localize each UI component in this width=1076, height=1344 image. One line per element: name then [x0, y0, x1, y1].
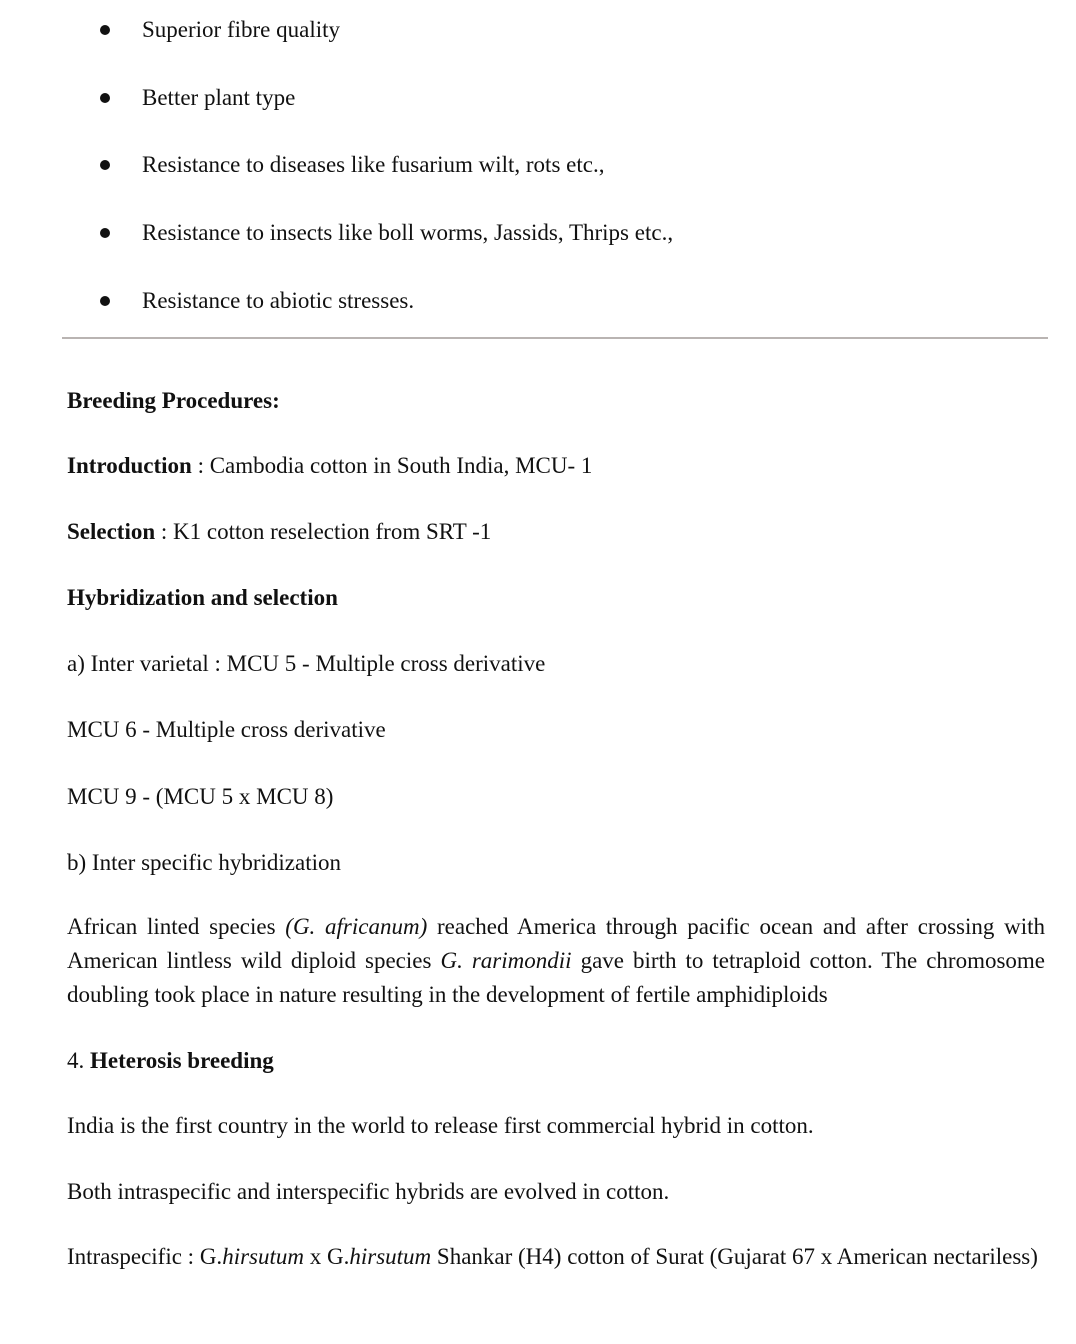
heterosis-heading [67, 1046, 274, 1076]
breeding-procedures-heading: Breeding Procedures: [67, 388, 280, 413]
inter-specific-line: b) Inter specific hybridization [67, 850, 341, 875]
bullet-text: Resistance to diseases like fusarium wilt, rots etc., [142, 152, 605, 177]
bullet-icon [100, 228, 110, 238]
species-name: hirsutum [222, 1244, 304, 1269]
bullet-icon [100, 296, 110, 306]
bullet-icon [100, 93, 110, 103]
heterosis-label: Heterosis breeding [90, 1048, 274, 1073]
heterosis-number: 4. [67, 1048, 90, 1073]
intraspecific-paragraph [67, 1240, 1045, 1274]
mcu6-line: MCU 6 - Multiple cross derivative [67, 717, 386, 742]
india-first-line: India is the first country in the world to release first commercial hybrid in cotton. [67, 1113, 814, 1138]
hybridization-heading: Hybridization and selection [67, 585, 338, 610]
african-species-paragraph [67, 910, 1045, 1012]
species-name: hirsutum [349, 1244, 432, 1269]
bullet-icon [100, 160, 110, 170]
introduction-label: Introduction [67, 453, 192, 478]
paragraph-text: African linted species [67, 914, 286, 939]
inter-varietal-line: a) Inter varietal : MCU 5 - Multiple cross derivative [67, 651, 546, 676]
bullet-icon [100, 25, 110, 35]
paragraph-text: Shankar (H4) cotton of Surat (Gujarat 67 x American nectariless) [431, 1244, 1038, 1269]
paragraph-text: gave birth to tetraploid cotton. The chromosome doubling took place in nature resulting in the development of fertile amphidiploids [67, 948, 1046, 1007]
introduction-separator: : [191, 453, 210, 478]
species-name: G. rarimondii [440, 948, 572, 973]
paragraph-text: x G. [303, 1244, 350, 1269]
selection-text: K1 cotton reselection from SRT -1 [173, 519, 492, 544]
paragraph-text: reached America through pacific ocean and after crossing with American lintless wild diploid species [67, 914, 1046, 973]
paragraph-text: Intraspecific : G. [67, 1244, 223, 1269]
bullet-text: Resistance to insects like boll worms, Jassids, Thrips etc., [142, 220, 674, 245]
introduction-line [67, 451, 592, 481]
both-hybrids-line: Both intraspecific and interspecific hybrids are evolved in cotton. [67, 1179, 670, 1204]
bullet-text: Superior fibre quality [142, 17, 341, 42]
introduction-text: Cambodia cotton in South India, MCU- 1 [209, 453, 593, 478]
bullet-text: Better plant type [142, 85, 296, 110]
selection-separator: : [155, 519, 174, 544]
bullet-text: Resistance to abiotic stresses. [142, 288, 415, 313]
section-divider [62, 337, 1048, 339]
selection-label: Selection [67, 519, 156, 544]
mcu9-line: MCU 9 - (MCU 5 x MCU 8) [67, 784, 334, 809]
species-name: (G. africanum) [285, 914, 428, 939]
selection-line [67, 517, 491, 547]
